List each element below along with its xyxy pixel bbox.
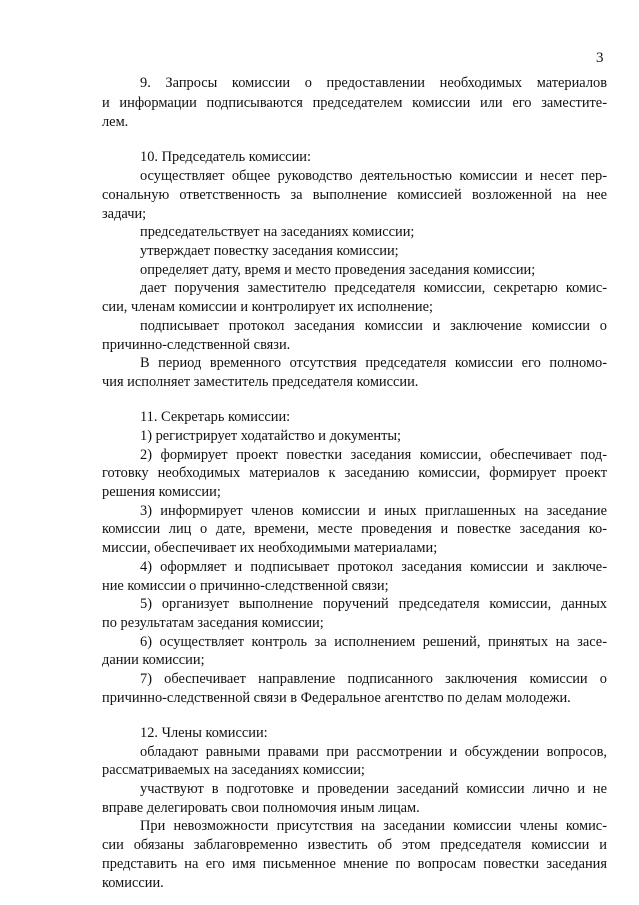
text-line: 6) осуществляет контроль за исполнением решений, принятых на засе- [140, 634, 607, 650]
text-line: подписывает протокол заседания комиссии и заключение комиссии о [140, 318, 607, 334]
text-line: обладают равными правами при рассмотрении и обсуждении вопросов, [140, 744, 607, 760]
text-line: участвуют в подготовке и проведении заседаний комиссии лично и не [140, 781, 607, 797]
text-line: рассматриваемых на заседаниях комиссии; [102, 762, 365, 778]
text-line: лем. [102, 114, 129, 130]
text-line: сии обязаны заблаговременно известить об этом председателя комиссии и [102, 837, 607, 853]
text-line: 3) информирует членов комиссии и иных приглашенных на заседание [140, 503, 607, 519]
text-line: определяет дату, время и место проведения заседания комиссии; [140, 262, 536, 278]
text-line: 2) формирует проект повестки заседания комиссии, обеспечивает под- [140, 447, 607, 463]
text-line: причинно-следственной связи в Федеральное агентство по делам молодежи. [102, 690, 571, 706]
section-heading: 11. Секретарь комиссии: [140, 409, 291, 425]
text-line: комиссии лиц о дате, времени, месте проведения и повестке заседания ко- [102, 521, 607, 537]
text-line: задачи; [102, 206, 147, 222]
text-line: ние комиссии о причинно-следственной связи; [102, 578, 389, 594]
text-line: При невозможности присутствия на заседании комиссии члены комис- [140, 818, 607, 834]
text-line: миссии, обеспечивает их необходимыми материалами; [102, 540, 438, 556]
text-line: дает поручения заместителю председателя комиссии, секретарю комис- [140, 280, 607, 296]
text-line: дании комиссии; [102, 652, 205, 668]
text-line: готовку необходимых материалов к заседанию комиссии, формирует проект [102, 465, 607, 481]
text-line: 9. Запросы комиссии о предоставлении необходимых материалов [140, 75, 607, 91]
text-line: 1) регистрирует ходатайство и документы; [140, 428, 402, 444]
text-line: 7) обеспечивает направление подписанного заключения комиссии о [140, 671, 607, 687]
text-line: утверждает повестку заседания комиссии; [140, 243, 399, 259]
text-line: осуществляет общее руководство деятельностью комиссии и несет пер- [140, 168, 607, 184]
text-line: решения комиссии; [102, 484, 221, 500]
text-line: сии, членам комиссии и контролирует их исполнение; [102, 299, 433, 315]
text-line: сональную ответственность за выполнение комиссией возложенной на нее [102, 187, 607, 203]
text-line: председательствует на заседаниях комиссии; [140, 224, 415, 240]
text-line: по результатам заседания комиссии; [102, 615, 324, 631]
text-line: чия исполняет заместитель председателя комиссии. [102, 374, 419, 390]
section-heading: 10. Председатель комиссии: [140, 149, 311, 165]
text-line: вправе делегировать свои полномочия иным лицам. [102, 800, 420, 816]
text-line: В период временного отсутствия председателя комиссии его полномо- [140, 355, 607, 371]
text-line: 4) оформляет и подписывает протокол заседания комиссии и заключе- [140, 559, 607, 575]
text-line: и информации подписываются председателем комиссии или его заместите- [102, 95, 607, 111]
text-line: 5) организует выполнение поручений председателя комиссии, данных [140, 596, 607, 612]
text-line: комиссии. [102, 875, 164, 891]
text-line: представить на его имя письменное мнение по вопросам повестки заседания [102, 856, 607, 872]
section-heading: 12. Члены комиссии: [140, 725, 268, 741]
text-line: причинно-следственной связи. [102, 337, 291, 353]
page-number: 3 [596, 50, 604, 66]
